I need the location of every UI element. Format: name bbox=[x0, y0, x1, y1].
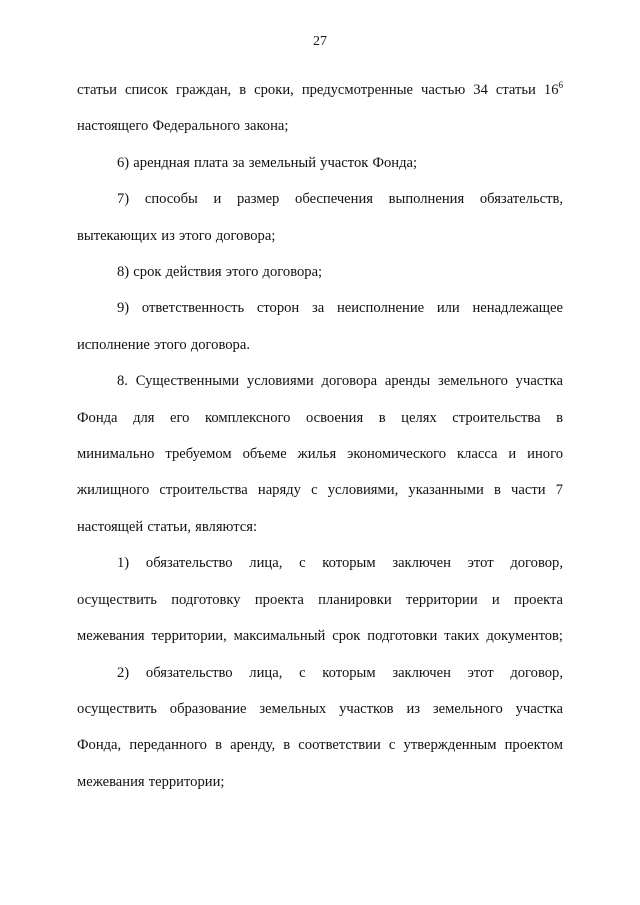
text-line: настоящего Федерального закона; bbox=[77, 118, 289, 135]
list-item: 7) способы и размер обеспечения выполнения обязательств, bbox=[117, 191, 563, 208]
text-line: осуществить образование земельных участков из земельного участка bbox=[77, 700, 563, 717]
text-line: межевания территории; bbox=[77, 773, 225, 790]
list-item: 6) арендная плата за земельный участок Фонда; bbox=[117, 154, 418, 171]
text-line: жилищного строительства наряду с условиями, указанными в части 7 bbox=[77, 482, 563, 499]
text-line: настоящей статьи, являются: bbox=[77, 518, 258, 535]
list-item: 9) ответственность сторон за неисполнение или ненадлежащее bbox=[117, 300, 563, 317]
superscript: 6 bbox=[558, 80, 563, 90]
text-line: вытекающих из этого договора; bbox=[77, 227, 276, 244]
text-line: минимально требуемом объеме жилья экономического класса и иного bbox=[77, 446, 563, 463]
page-number: 27 bbox=[313, 34, 327, 49]
text-line: Фонда, переданного в аренду, в соответствии с утвержденным проектом bbox=[77, 737, 563, 754]
text-line: межевания территории, максимальный срок подготовки таких документов; bbox=[77, 628, 563, 645]
paragraph-start: 8. Существенными условиями договора аренды земельного участка bbox=[117, 373, 563, 390]
text-line: осуществить подготовку проекта планировки территории и проекта bbox=[77, 591, 563, 608]
document-body bbox=[77, 72, 563, 800]
text-line: исполнение этого договора. bbox=[77, 336, 250, 353]
text-line: статьи список граждан, в сроки, предусмотренные частью 34 статьи $16^6$ bbox=[77, 80, 563, 98]
list-item: 1) обязательство лица, с которым заключен этот договор, bbox=[117, 555, 563, 572]
list-item: 2) обязательство лица, с которым заключен этот договор, bbox=[117, 664, 563, 681]
text-line: Фонда для его комплексного освоения в целях строительства в bbox=[77, 409, 563, 426]
list-item: 8) срок действия этого договора; bbox=[117, 264, 323, 281]
